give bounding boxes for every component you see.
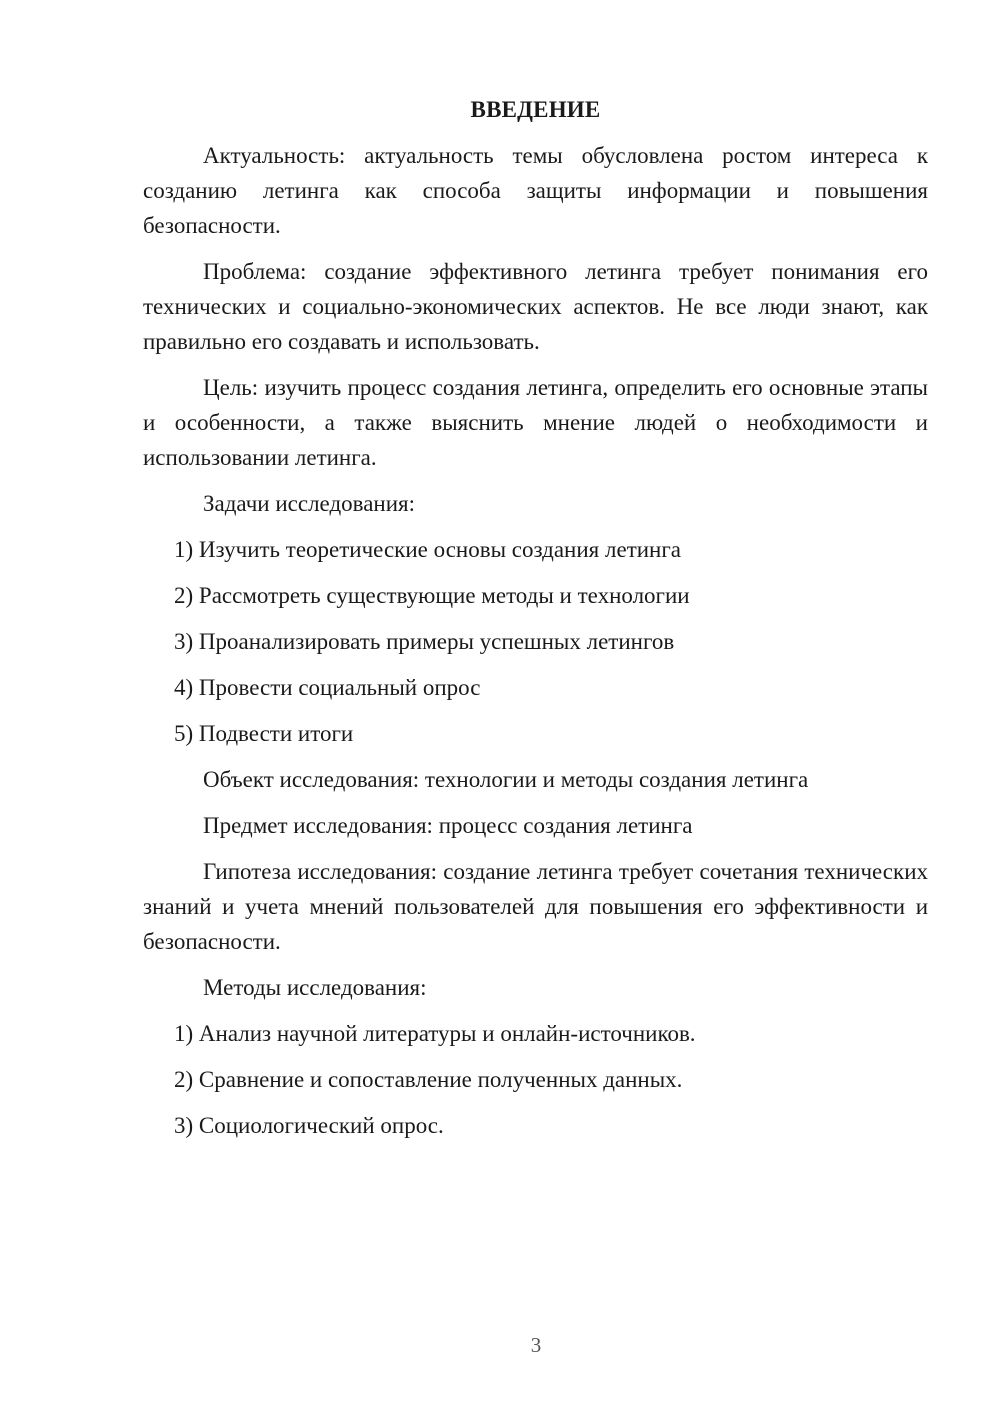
section-title: ВВЕДЕНИЕ xyxy=(470,97,601,122)
page-content xyxy=(143,92,928,1154)
problem-paragraph: Проблема: создание эффективного летинга требует понимания его технических и социально-экономических аспектов. Не все люди знают, как правильно его создавать и использовать. xyxy=(143,259,928,354)
method-item: 1) Анализ научной литературы и онлайн-источников. xyxy=(174,1021,696,1046)
task-item: 5) Подвести итоги xyxy=(174,721,354,746)
page-number: 3 xyxy=(530,1333,542,1357)
method-item: 2) Сравнение и сопоставление полученных данных. xyxy=(174,1067,683,1092)
goal-paragraph: Цель: изучить процесс создания летинга, определить его основные этапы и особенности, а также выяснить мнение людей о необходимости и использовании летинга. xyxy=(143,375,928,470)
task-item: 3) Проанализировать примеры успешных летингов xyxy=(174,629,675,654)
hypothesis-paragraph: Гипотеза исследования: создание летинга требует сочетания технических знаний и учета мнений пользователей для повышения его эффективности и безопасности. xyxy=(143,859,928,954)
subject-paragraph: Предмет исследования: процесс создания летинга xyxy=(203,813,693,838)
methods-heading: Методы исследования: xyxy=(203,975,427,1000)
relevance-paragraph: Актуальность: актуальность темы обусловлена ростом интереса к созданию летинга как способа защиты информации и повышения безопасности. xyxy=(143,143,928,238)
task-item: 1) Изучить теоретические основы создания летинга xyxy=(174,537,681,562)
object-paragraph: Объект исследования: технологии и методы создания летинга xyxy=(203,767,809,792)
task-item: 4) Провести социальный опрос xyxy=(174,675,481,700)
tasks-heading: Задачи исследования: xyxy=(203,491,416,516)
method-item: 3) Социологический опрос. xyxy=(174,1113,444,1138)
task-item: 2) Рассмотреть существующие методы и технологии xyxy=(174,583,690,608)
